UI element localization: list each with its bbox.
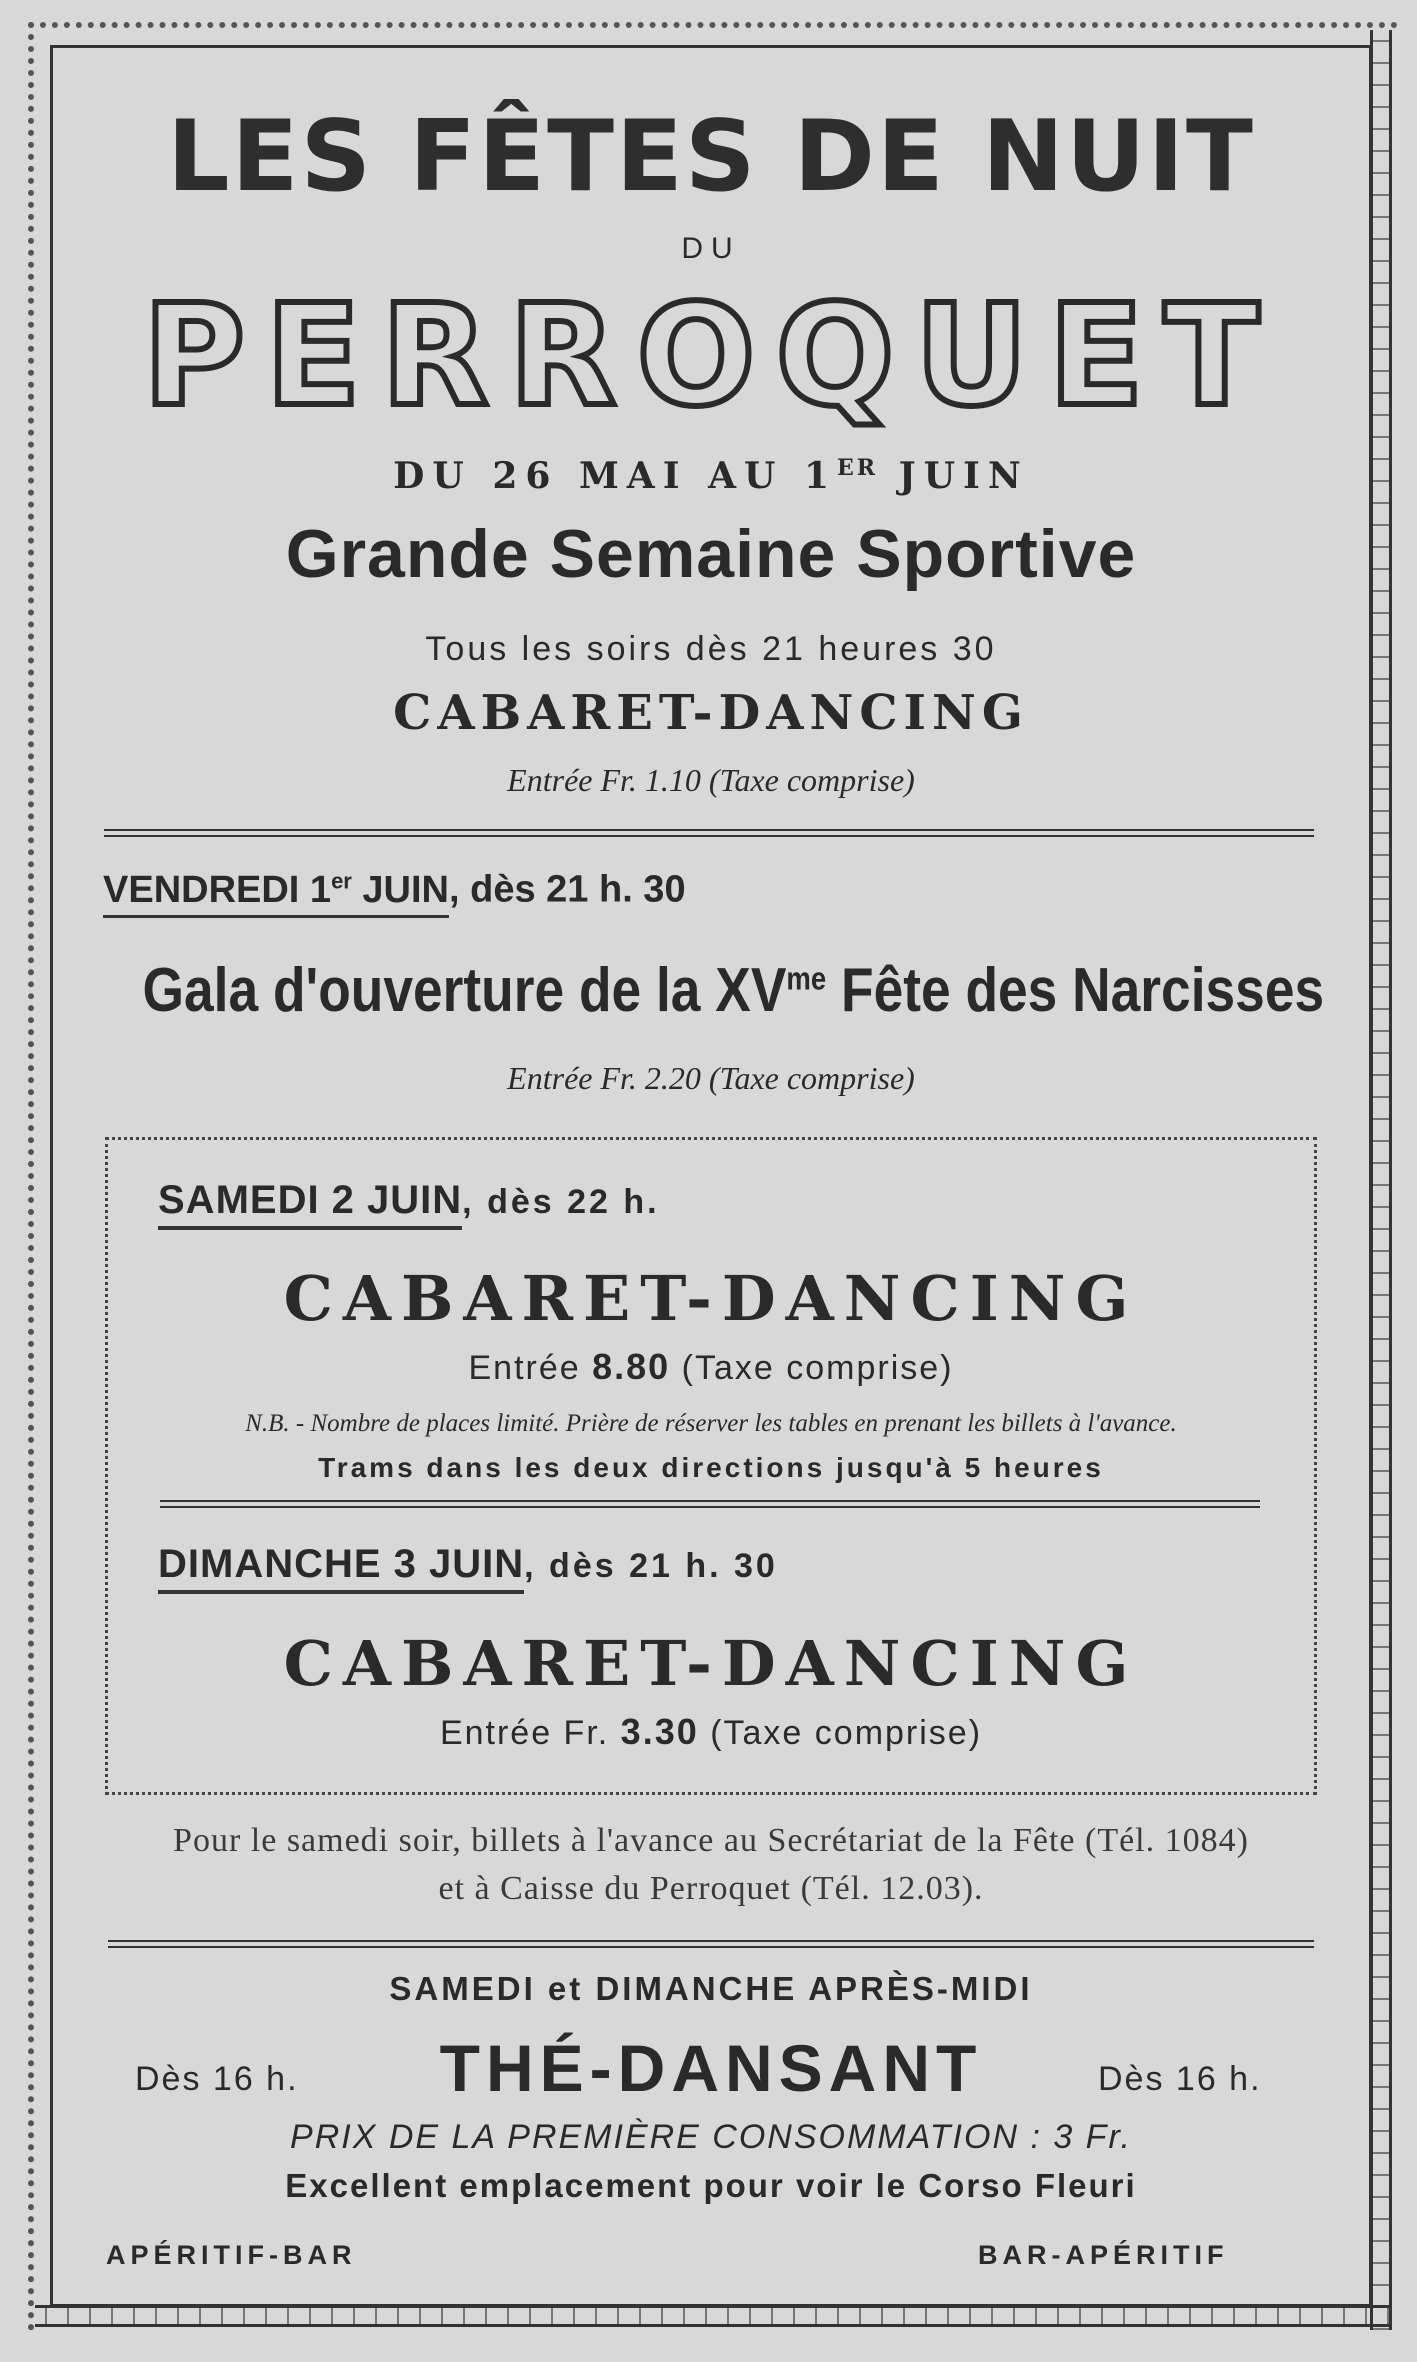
friday-heading: VENDREDI 1er JUIN, dès 21 h. 30 — [103, 868, 686, 912]
tickets-line-2: et à Caisse du Perroquet (Tél. 12.03). — [438, 1870, 984, 1907]
footer-left: APÉRITIF-BAR — [106, 2240, 357, 2270]
saturday-event: CABARET-DANCING — [283, 1262, 1139, 1335]
saturday-entry: Entrée 8.80 (Taxe comprise) — [468, 1346, 954, 1387]
afternoon-time-left: Dès 16 h. — [135, 2060, 299, 2098]
saturday-note: N.B. - Nombre de places limité. Prière de réserver les tables en prenant les billets à l'avance. — [245, 1410, 1177, 1437]
box-divider — [160, 1500, 1260, 1508]
afternoon-price: PRIX DE LA PREMIÈRE CONSOMMATION : 3 Fr. — [290, 2118, 1132, 2156]
poster-bottom-border — [35, 2305, 1392, 2327]
week-entry: Entrée Fr. 1.10 (Taxe comprise) — [507, 762, 915, 798]
friday-gala: Gala d'ouverture de la $XV^{me}$ Fête des Narcisses — [142, 956, 1325, 1025]
sunday-event: CABARET-DANCING — [283, 1627, 1139, 1700]
title-du: DU — [681, 232, 741, 265]
week-headline: Grande Semaine Sportive — [285, 516, 1137, 592]
week-dates: DU 26 MAI AU 1ER JUIN — [393, 455, 1029, 497]
friday-entry: Entrée Fr. 2.20 (Taxe comprise) — [507, 1060, 915, 1096]
saturday-trams: Trams dans les deux directions jusqu'à 5 heures — [318, 1452, 1104, 1483]
footer-right: BAR-APÉRITIF — [978, 2240, 1229, 2270]
sunday-heading: DIMANCHE 3 JUIN, dès 21 h. 30 — [158, 1542, 778, 1587]
afternoon-location: Excellent emplacement pour voir le Corso Fleuri — [285, 2167, 1137, 2204]
saturday-heading: SAMEDI 2 JUIN, dès 22 h. — [158, 1178, 660, 1223]
tickets-line-1: Pour le samedi soir, billets à l'avance au Secrétariat de la Fête (Tél. 1084) — [173, 1822, 1249, 1859]
poster-right-border — [1370, 30, 1392, 2330]
sunday-entry: Entrée Fr. 3.30 (Taxe comprise) — [439, 1711, 983, 1752]
venue-name: PERROQUET — [142, 275, 1280, 438]
week-schedule: Tous les soirs dès 21 heures 30 — [425, 630, 997, 668]
afternoon-event: THÉ-DANSANT — [439, 2031, 983, 2105]
afternoon-time-right: Dès 16 h. — [1098, 2060, 1262, 2098]
week-event: CABARET-DANCING — [393, 685, 1029, 741]
section-divider — [104, 829, 1314, 837]
poster-title: LES FÊTES DE NUIT — [167, 100, 1255, 214]
section-divider-bottom — [108, 1940, 1314, 1948]
afternoon-days: SAMEDI et DIMANCHE APRÈS-MIDI — [389, 1970, 1033, 2007]
